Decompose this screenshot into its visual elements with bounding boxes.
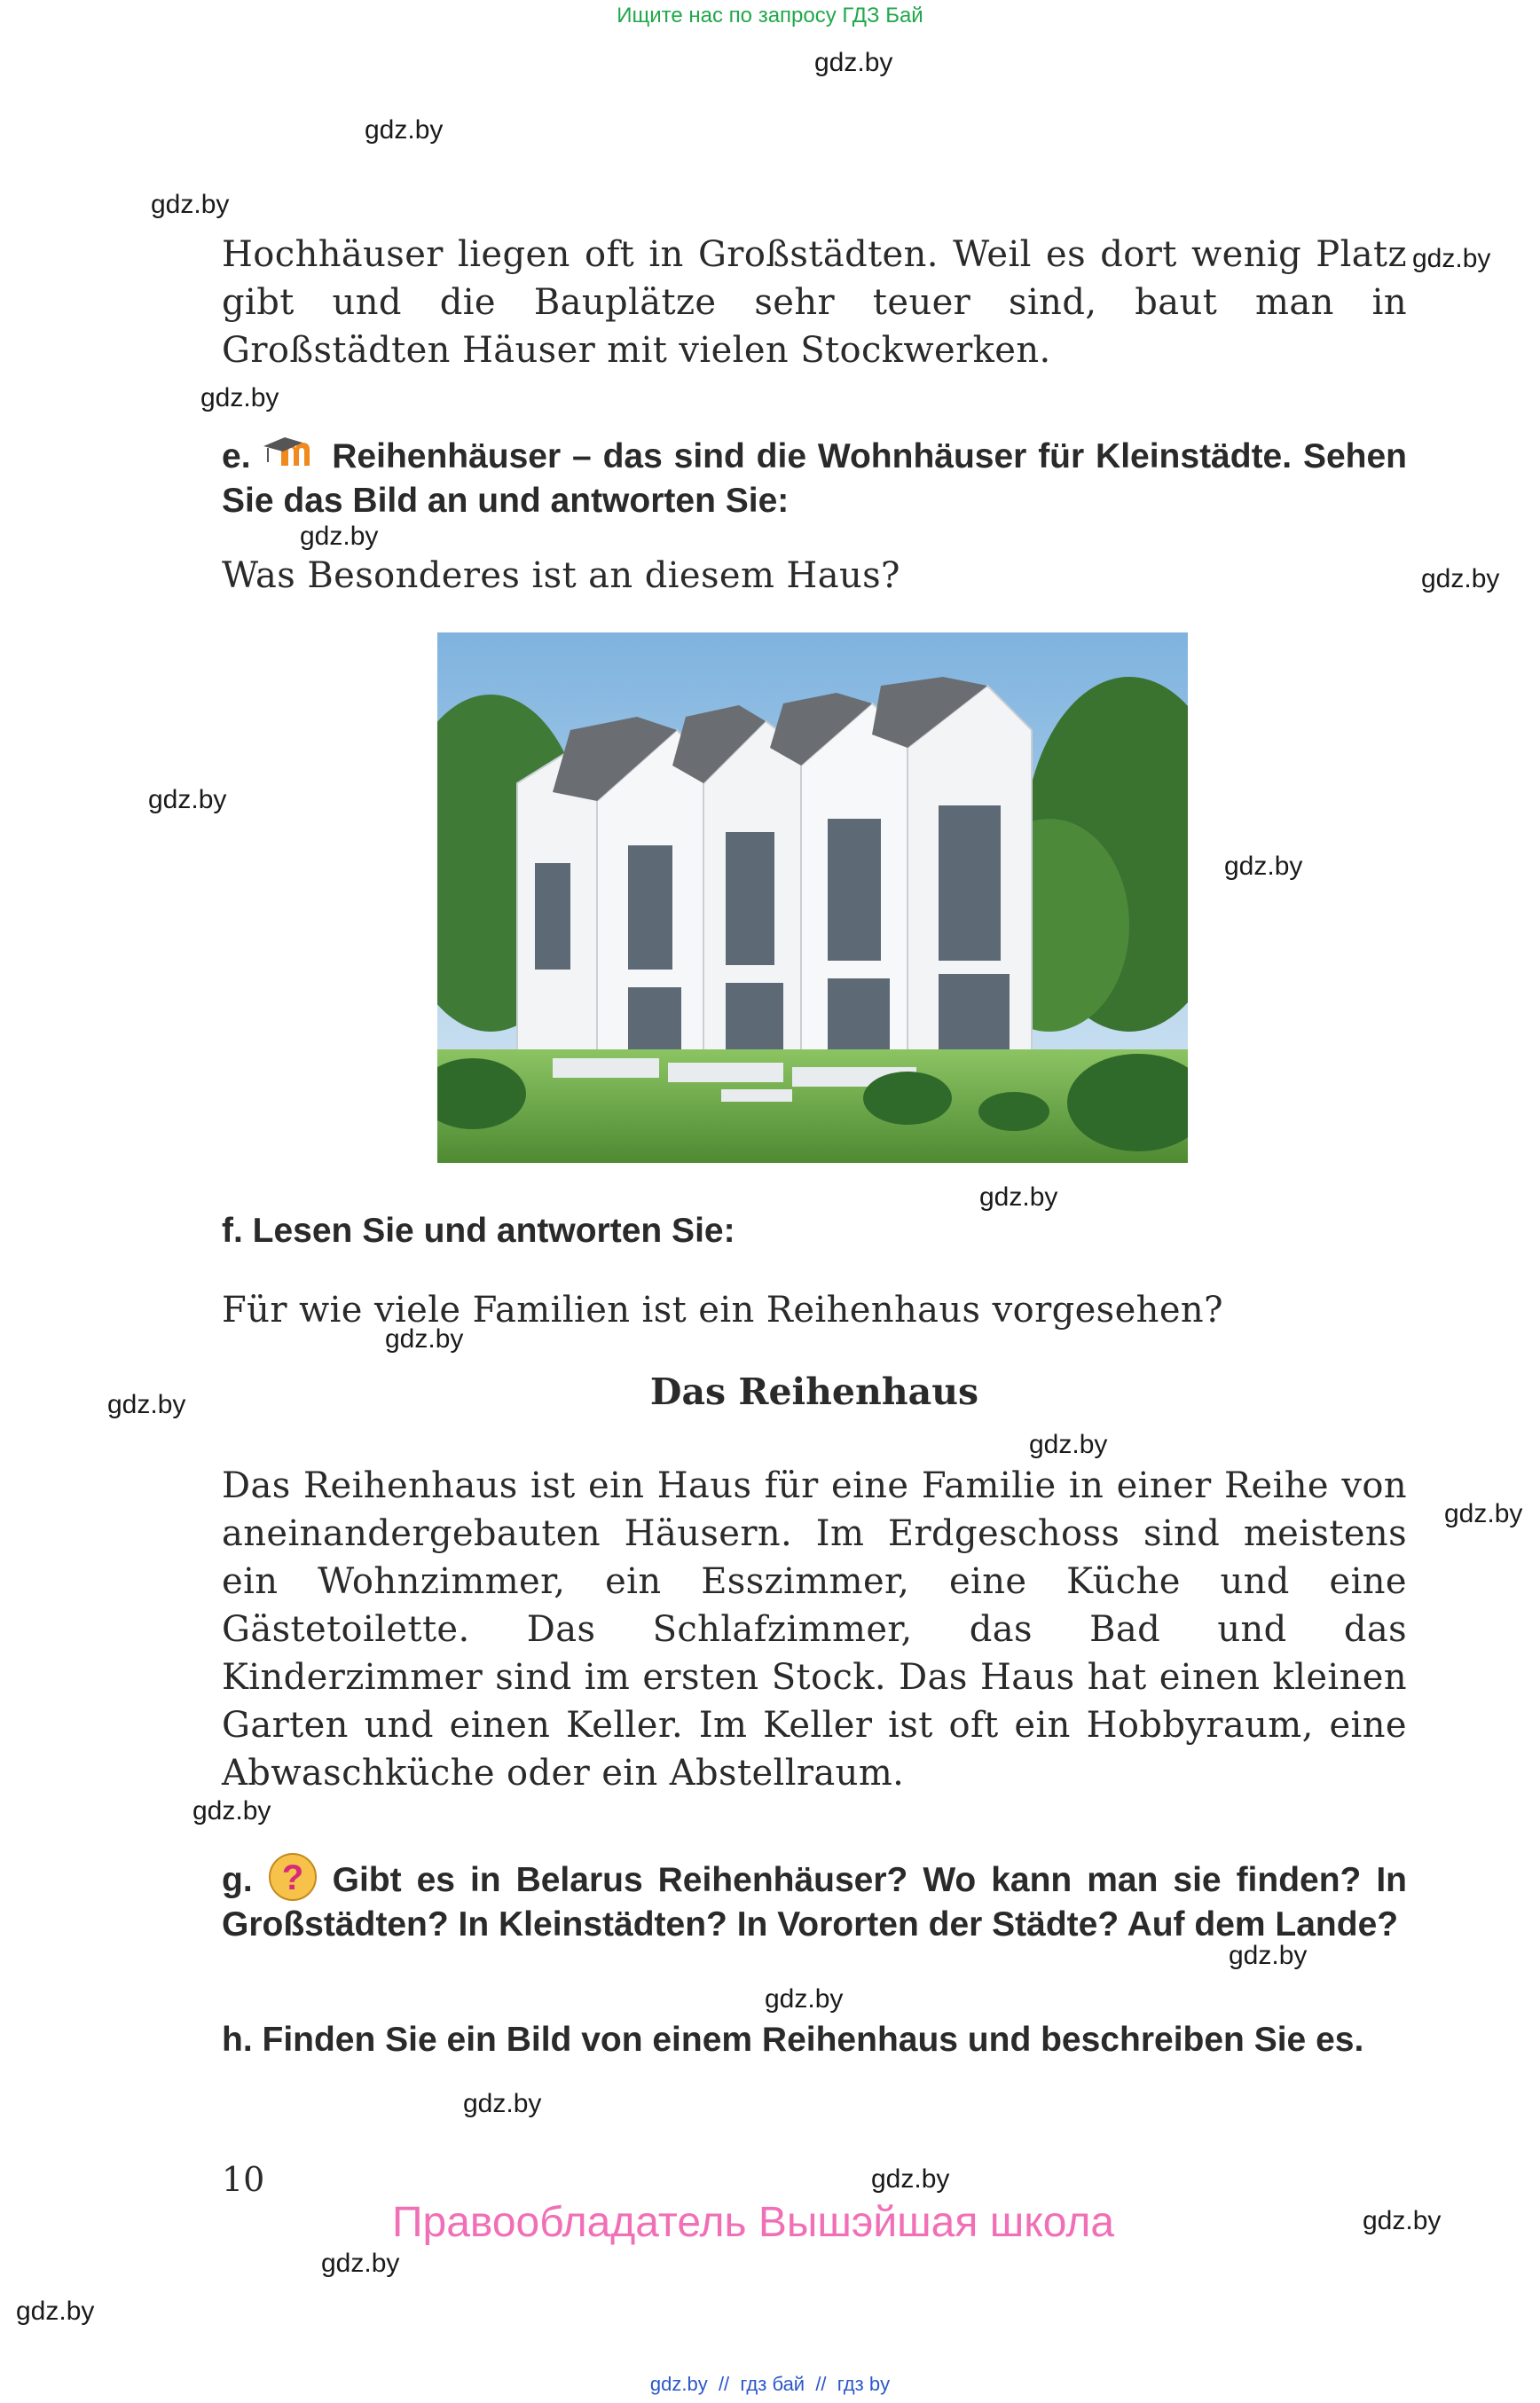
reading-body: Das Reihenhaus ist ein Haus für eine Familie in einer Reihe von aneinandergebauten Häusern. Im Erdgeschoss sind meistens ein Wohnzimmer, ein Esszimmer, eine Küche und eine Gästetoilette. Das Schlafzimmer, das Bad und das Kinderzimmer sind im ersten Stock. Das Haus hat einen kleinen Garten und einen Keller. Im Keller ist oft ein Hobbyraum, eine Abwaschküche oder ein Abstellraum. [222, 1465, 1407, 1794]
watermark: gdz.by [385, 1324, 464, 1354]
task-letter: g. [222, 1861, 253, 1899]
copyright-notice: Правообладатель Вышэйшая школа [392, 2199, 1115, 2246]
watermark: gdz.by [1224, 852, 1303, 881]
watermark: gdz.by [16, 2297, 95, 2326]
watermark: gdz.by [871, 2164, 950, 2194]
header-search-link[interactable]: Ищите нас по запросу ГДЗ Бай [617, 4, 923, 27]
watermark: gdz.by [765, 1984, 844, 2014]
watermark: gdz.by [192, 1796, 271, 1826]
task-h: h. Finden Sie ein Bild von einem Reihenhaus und beschreiben Sie es. [222, 2021, 1364, 2059]
task-f-question: Für wie viele Familien ist ein Reihenhaus vorgesehen? [222, 1290, 1223, 1331]
task-e [222, 432, 1407, 523]
task-f: f. Lesen Sie und antworten Sie: [222, 1212, 735, 1250]
task-instruction: Reihenhäuser – das sind die Wohnhäuser für Kleinstädte. Sehen Sie das Bild an und antworten Sie: [222, 437, 1407, 520]
watermark: gdz.by [814, 48, 893, 77]
watermark: gdz.by [979, 1182, 1058, 1212]
watermark: gdz.by [1229, 1941, 1308, 1970]
intro-paragraph: Hochhäuser liegen oft in Großstädten. Weil es dort wenig Platz gibt und die Bauplätze sehr teuer sind, baut man in Großstädten Häuser mit vielen Stockwerken. [222, 234, 1407, 371]
watermark: gdz.by [365, 115, 444, 145]
row-house-photo [437, 632, 1188, 1163]
watermark: gdz.by [148, 785, 227, 814]
question-mark-icon [268, 1852, 318, 1902]
watermark: gdz.by [463, 2089, 542, 2118]
task-e-question: Was Besonderes ist an diesem Haus? [222, 555, 900, 596]
footer-links[interactable]: gdz.by // гдз бай // гдз by [649, 2373, 891, 2395]
watermark: gdz.by [151, 190, 230, 219]
watermark: gdz.by [1444, 1499, 1523, 1528]
watermark: gdz.by [1421, 564, 1500, 593]
watermark: gdz.by [1363, 2206, 1442, 2235]
watermark: gdz.by [321, 2249, 400, 2278]
task-instruction: Gibt es in Belarus Reihenhäuser? Wo kann man sie finden? In Großstädten? In Kleinstädten? In Vororten der Städte? Auf dem Lande? [222, 1861, 1407, 1944]
watermark: gdz.by [1029, 1430, 1108, 1459]
task-letter: e. [222, 437, 251, 475]
task-g [222, 1852, 1407, 1947]
watermark: gdz.by [107, 1390, 186, 1419]
watermark: gdz.by [1412, 244, 1491, 273]
svg-text:?: ? [281, 1858, 303, 1897]
reading-title: Das Reihenhaus [649, 1370, 979, 1413]
moodle-graduation-cap-icon [262, 432, 320, 475]
watermark: gdz.by [300, 522, 379, 551]
page-number: 10 [222, 2160, 265, 2199]
watermark: gdz.by [200, 383, 279, 412]
